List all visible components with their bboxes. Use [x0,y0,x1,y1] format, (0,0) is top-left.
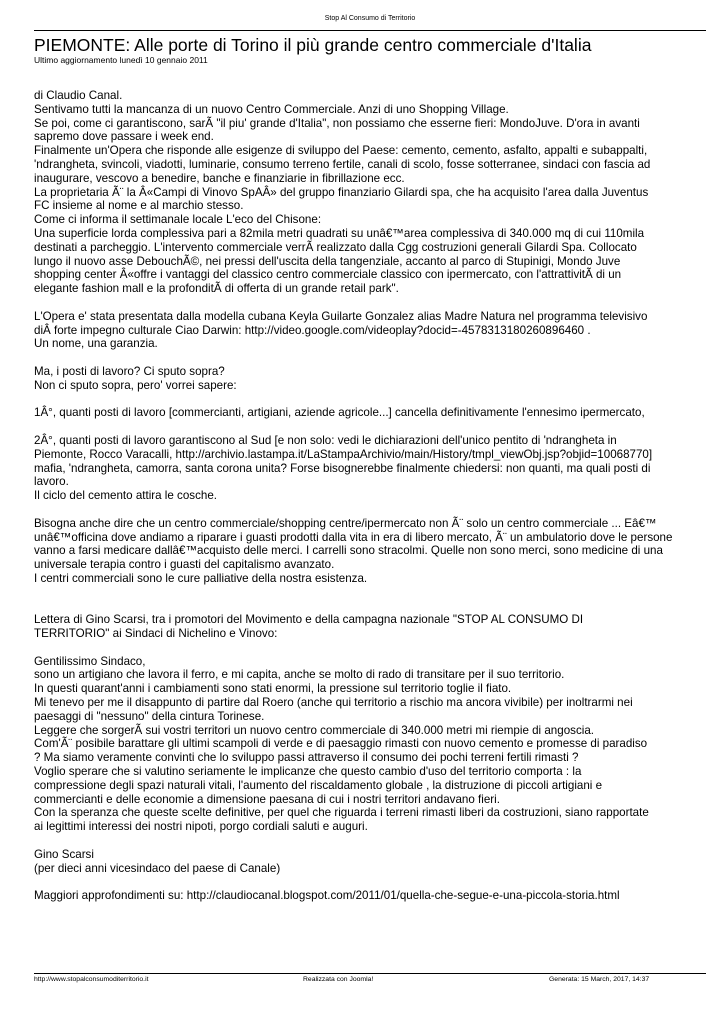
body-line: Com'Ã¨ posibile barattare gli ultimi scampoli di verde e di paesaggio rimasti con nuovo cemento e promesse di paradiso [34,737,648,751]
body-line: 'ndrangheta, svincoli, viadotti, luminarie, consumo terreno fertile, canali di scolo, fosse sotterranee, sindaci con fascia ad [34,157,651,171]
body-line: diÂ forte impegno culturale Ciao Darwin: http://video.google.com/videoplay?docid=-4578313180260896460 . [34,323,591,337]
body-line: mafia, 'ndrangheta, camorra, santa corona unita? Forse bisognerebbe finalmente chiedersi: non quanti, ma quali posti di [34,461,651,475]
paragraph-gap [34,586,709,600]
body-line: Finalmente un'Opera che risponde alle esigenze di sviluppo del Paese: cemento, cemento, asfalto, appalti e subappalti, [34,144,648,158]
body-line: elegante fashion mall e la profonditÃ di offerta di un grande retail park". [34,282,399,296]
body-line: In questi quarant'anni i cambiamenti sono stati enormi, la pressione sul territorio toglie il fiato. [34,682,512,696]
body-line: sapremo dove passare i week end. [34,130,214,144]
body-line: ? Ma siamo veramente convinti che lo sviluppo passi attraverso il consumo dei pochi terreni fertili rimasti ? [34,751,579,765]
body-line: Gino Scarsi [34,847,94,861]
body-line: Voglio sperare che si valutino seriamente le implicanze che questo cambio d'uso del territorio comporta : la [34,765,582,779]
body-line: 1Â°, quanti posti di lavoro [commercianti, artigiani, aziende agricole...] cancella definitivamente l'ennesimo ipermercato, [34,406,645,420]
footer-generated-date: Generata: 15 March, 2017, 14:37 [549,976,650,983]
body-line: TERRITORIO" ai Sindaci di Nichelino e Vinovo: [34,627,278,641]
body-line: Una superficie lorda complessiva pari a 82mila metri quadrati su unâ€™area complessiva di 340.000 mq di cui 110mila [34,226,645,240]
paragraph-gap [34,393,709,407]
body-line: Maggiori approfondimenti su: http://claudiocanal.blogspot.com/2011/01/quella-che-segue-e-una-piccola-storia.html [34,889,620,903]
paragraph-gap [34,641,709,655]
body-line: 2Â°, quanti posti di lavoro garantiscono al Sud [e non solo: vedi le dichiarazioni dell'unico pentito di 'ndrangheta in [34,433,617,447]
body-line: (per dieci anni vicesindaco del paese di Canale) [34,861,281,875]
body-line: sono un artigiano che lavora il ferro, e mi capita, anche se molto di rado di transitare per il suo territorio. [34,668,565,682]
last-updated: Ultimo aggiornamento lunedì 10 gennaio 2011 [34,55,208,65]
body-line: Bisogna anche dire che un centro commerciale/shopping centre/ipermercato non Ã¨ solo un centro commerciale ... Eâ€™ [34,516,657,530]
body-line: La proprietaria Ã¨ la Â«Campi di Vinovo SpAÂ» del gruppo finanziario Gilardi spa, che ha acquisito l'area dalla Juventus [34,185,649,199]
body-line: lavoro. [34,475,69,489]
body-line: FC insieme al nome e al marchio stesso. [34,199,244,213]
body-line: paesaggi di "nessuno" della cintura Torinese. [34,709,265,723]
paragraph-gap [34,503,709,517]
body-line: Ma, i posti di lavoro? Ci sputo sopra? [34,364,225,378]
paragraph-gap [34,875,709,889]
body-line: compressione degli spazi naturali vitali, l'aumento del riscaldamento globale , la distruzione di piccoli artigiani e [34,778,603,792]
body-line: Se poi, come ci garantiscono, sarÃ "il piu' grande d'Italia", non possiamo che esserne fieri: MondoJuve. D'ora in avanti [34,116,640,130]
body-line: Leggere che sorgerÃ sui vostri territori un nuovo centro commerciale di 340.000 metri mi riempie di angoscia. [34,723,594,737]
site-header-title: Stop Al Consumo di Territorio [324,15,416,22]
paragraph-gap [34,834,709,848]
paragraph-gap [34,599,709,613]
body-line: Come ci informa il settimanale locale L'eco del Chisone: [34,213,322,227]
body-line: Gentilissimo Sindaco, [34,654,146,668]
body-line: vanno a farsi medicare dallâ€™acquisto delle merci. I carrelli sono stracolmi. Quelle non sono merci, sono medicine di una [34,544,663,558]
body-line: shopping center Â«offre i vantaggi del classico centro commerciale classico con ipermercato, con l'attrattivitÃ di un [34,268,622,282]
paragraph-gap [34,351,709,365]
paragraph-gap [34,420,709,434]
body-line: commercianti e delle economie a dimensione paesana di cui i nostri territori andavano fieri. [34,792,500,806]
paragraph-gap [34,296,709,310]
body-line: I centri commerciali sono le cure palliative della nostra esistenza. [34,571,368,585]
body-line: Mi tenevo per me il disappunto di partire dal Roero (anche qui territorio a rischio ma ancora vivibile) per inoltrarmi nei [34,696,633,710]
body-line: ai legittimi interessi dei nostri nipoti, porgo cordiali saluti e auguri. [34,820,368,834]
body-line: Il ciclo del cemento attira le cosche. [34,489,218,503]
footer-site-url[interactable]: http://www.stopalconsumoditerritorio.it [34,976,149,983]
body-line: lungo il nuovo asse DebouchÃ©, nei pressi dell'uscita della tangenziale, accanto al parco di Stupinigi, Mondo Juve [34,254,621,268]
body-line: universale terapia contro i guasti del capitalismo avanzato. [34,558,335,572]
body-line: Lettera di Gino Scarsi, tra i promotori del Movimento e della campagna nazionale "STOP AL CONSUMO DI [34,613,584,627]
footer-credit: Realizzata con Joomla! [303,976,374,983]
body-line: Non ci sputo sopra, pero' vorrei sapere: [34,378,237,392]
body-line: Con la speranza che queste scelte definitive, per quel che riguarda i terreni rimasti liberi da costruzioni, siano rapportate [34,806,649,820]
body-line: Piemonte, Rocco Varacalli, http://archivio.lastampa.it/LaStampaArchivio/main/History/tmpl_viewObj.jsp?objid=10068770] [34,447,653,461]
body-line: Sentivamo tutti la mancanza di un nuovo Centro Commerciale. Anzi di uno Shopping Village. [34,102,509,116]
body-line: inaugurare, vescovo a benedire, banche e finanziarie in fibrillazione ecc. [34,171,405,185]
body-line: destinati a parcheggio. L'intervento commerciale verrÃ realizzato dalla Cgg costruzioni generali Gilardi Spa. Collocato [34,240,637,254]
header-divider [34,30,706,31]
article-title: PIEMONTE: Alle porte di Torino il più grande centro commerciale d'Italia [34,35,592,55]
body-line: Un nome, una garanzia. [34,337,158,351]
body-line: unâ€™officina dove andiamo a riparare i guasti prodotti dalla vita in era di libero mercato, Ã¨ un ambulatorio dove le persone [34,530,673,544]
body-line: L'Opera e' stata presentata dalla modella cubana Keyla Guilarte Gonzalez alias Madre Natura nel programma televisivo [34,309,648,323]
footer-divider [34,973,706,974]
body-line: di Claudio Canal. [34,89,123,102]
article-body [34,89,709,903]
